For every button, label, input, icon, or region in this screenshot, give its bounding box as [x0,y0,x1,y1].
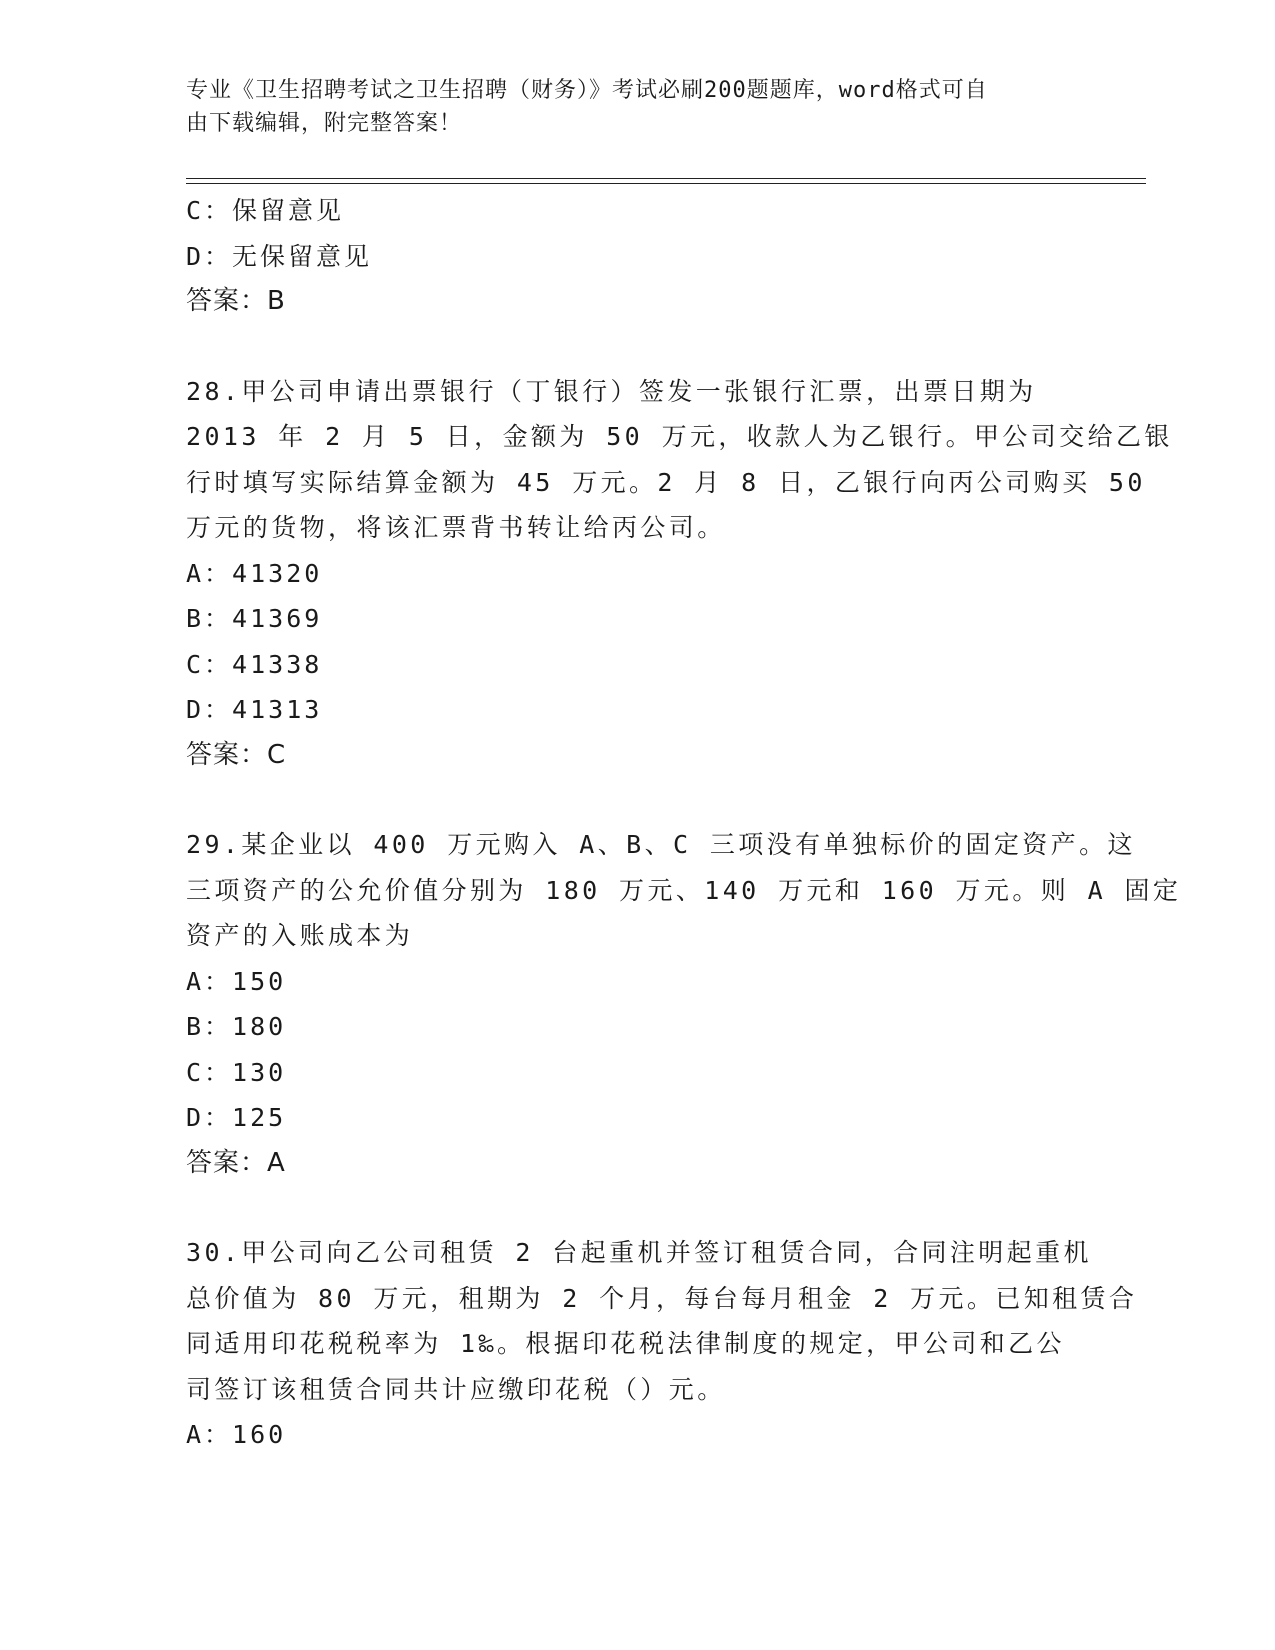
question-stem [186,1230,1138,1412]
stem-line: 同适用印花税税率为 1‰。根据印花税法律制度的规定，甲公司和乙公 [186,1329,1065,1358]
question-stem [186,369,1173,551]
answer-line: 答案：C [186,739,287,770]
option-d: D：125 [186,1103,287,1132]
stem-line: 万元的货物，将该汇票背书转让给丙公司。 [186,513,726,542]
header-line-2: 由下载编辑，附完整答案！ [186,111,463,136]
previous-question-fragment [186,188,1086,325]
option-b: B：180 [186,1012,287,1041]
option-c: C：41338 [186,649,323,679]
stem-line: 30.甲公司向乙公司租赁 2 台起重机并签订租赁合同，合同注明起重机 [186,1238,1092,1267]
stem-line: 29.某企业以 400 万元购入 A、B、C 三项没有单独标价的固定资产。这 [186,830,1136,859]
document-body [186,188,1182,1458]
stem-line: 资产的入账成本为 [186,921,414,950]
answer-line: 答案：A [186,1147,286,1178]
header-line-1: 专业《卫生招聘考试之卫生招聘（财务）》考试必刷200题题库，word格式可自 [186,78,988,103]
option-a: A：41320 [186,558,323,588]
option-d: D：无保留意见 [186,241,373,271]
stem-line: 行时填写实际结算金额为 45 万元。2 月 8 日，乙银行向丙公司购买 50 [186,467,1146,497]
stem-line: 司签订该租赁合同共计应缴印花税（）元。 [186,1374,726,1404]
option-a: A：150 [186,966,287,996]
option-c: C：保留意见 [186,196,345,225]
stem-line: 总价值为 80 万元，租期为 2 个月，每台每月租金 2 万元。已知租赁合 [186,1283,1138,1313]
stem-line: 2013 年 2 月 5 日，金额为 50 万元，收款人为乙银行。甲公司交给乙银 [186,422,1173,451]
question-29 [186,822,1182,1186]
stem-line: 三项资产的公允价值分别为 180 万元、140 万元和 160 万元。则 A 固定 [186,875,1182,905]
answer-line: 答案：B [186,286,286,316]
option-c: C：130 [186,1057,287,1087]
stem-line: 28.甲公司申请出票银行（丁银行）签发一张银行汇票，出票日期为 [186,376,1037,406]
document-header [186,74,1066,140]
question-stem [186,822,1182,959]
option-b: B：41369 [186,604,323,633]
header-rule-top [186,178,1146,179]
header-rule-bottom [186,183,1146,184]
option-a: A：160 [186,1420,287,1449]
question-30 [186,1230,1138,1458]
question-28 [186,369,1173,779]
option-d: D：41313 [186,695,323,724]
